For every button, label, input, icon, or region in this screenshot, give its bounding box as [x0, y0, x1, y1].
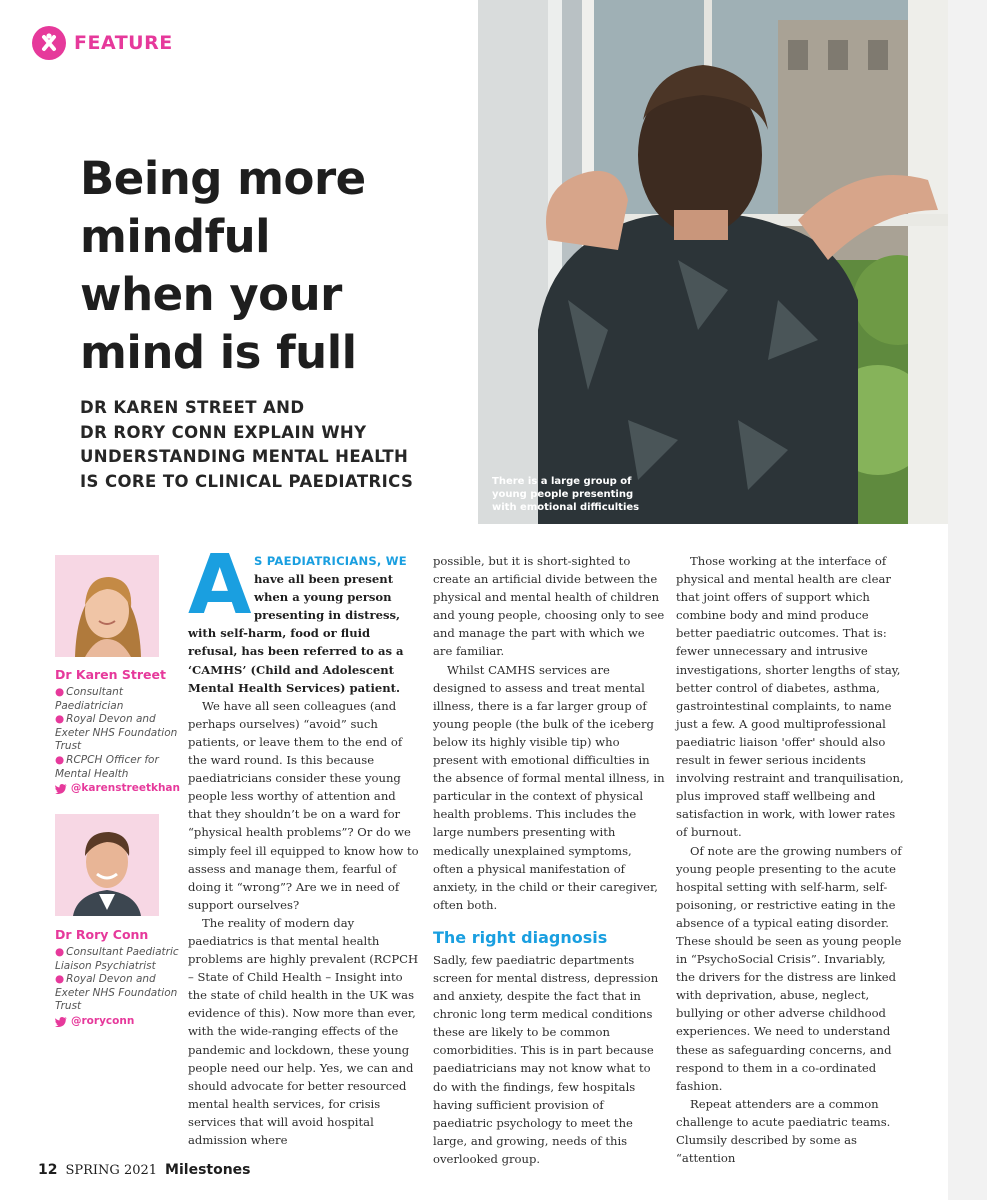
headline-line: when your — [80, 268, 342, 321]
drop-cap: A — [188, 538, 252, 633]
star-badge-icon — [32, 26, 66, 60]
author-portrait — [55, 814, 159, 916]
headline-line: mindful — [80, 210, 271, 263]
author-role: ● Royal Devon and Exeter NHS Foundation Trust — [55, 713, 178, 753]
author-credentials — [55, 686, 180, 796]
author-role: ● Consultant Paediatric Liaison Psychiatrist — [55, 946, 179, 972]
section-label: FEATURE — [74, 32, 173, 54]
section-subheading: The right diagnosis — [433, 927, 608, 947]
page-number: 12 — [38, 1162, 58, 1178]
issue-date: SPRING 2021 — [65, 1163, 158, 1178]
page-edge — [948, 0, 987, 1200]
magazine-title: Milestones — [165, 1162, 251, 1178]
photo-caption — [492, 475, 652, 514]
standfirst-line: UNDERSTANDING MENTAL HEALTH — [80, 447, 409, 466]
headline-line: mind is full — [80, 326, 357, 379]
body-paragraph: Those working at the interface of physical and mental health are clear that joint offers of support which combine body and mind produce better paediatric outcomes. That is: fewer unnecessary and intrusive investigations, shorter lengths of stay, better control of diabetes, asthma, gastrointestinal complaints, to name just a few. A good multiprofessional paediatric liaison 'offer' should also result in fewer serious incidents involving restraint and tranquilisation, plus improved staff wellbeing and satisfaction in work, with lower rates of burnout. — [676, 554, 904, 840]
lead-text: have all been present when a young person presenting in distress, with self-harm, food or fluid refusal, has been referred to as a ‘CAMHS’ (Child and Adolescent Mental Health Services) patient. — [188, 572, 404, 695]
lead-paragraph — [188, 538, 420, 697]
standfirst-line: DR RORY CONN EXPLAIN WHY — [80, 422, 367, 442]
twitter-handle-link[interactable]: @karenstreetkhan — [55, 782, 180, 796]
article-column-2 — [433, 552, 665, 1168]
author-role: ● Royal Devon and Exeter NHS Foundation Trust — [55, 973, 178, 1013]
article-standfirst — [80, 396, 480, 494]
author-portrait — [55, 555, 159, 657]
caption-line: with emotional difficulties — [492, 502, 640, 513]
lead-caps: S PAEDIATRICIANS, WE — [254, 554, 407, 568]
twitter-handle-link[interactable]: @roryconn — [55, 1015, 180, 1029]
author-role: ● RCPCH Officer for Mental Health — [55, 753, 159, 780]
body-paragraph: Whilst CAMHS services are designed to assess and treat mental illness, there is a far larger group of young people (the bulk of the iceberg below its highly visible tip) who present with emotional difficulties in the absence of formal mental illness, in particular in the context of physical health problems. This includes the large numbers presenting with medically unexplained symptoms, often a physical manifestation of anxiety, in the child or their caregiver, often both. — [433, 662, 665, 912]
headline-line: Being more — [80, 152, 366, 205]
author-role: ● Consultant Paediatrician — [55, 686, 124, 712]
body-paragraph: Sadly, few paediatric departments screen for mental distress, depression and anxiety, despite the fact that in chronic long term medical conditions these are likely to be common comorbidities. This is in part because paediatricians may not know what to do with the findings, few hospitals having sufficient provision of paediatric psychology to meet the large, and growing, needs of this overlooked group. — [433, 952, 659, 1166]
twitter-icon — [55, 1017, 67, 1027]
body-paragraph: The reality of modern day paediatrics is that mental health problems are highly prevalent (RCPCH – State of Child Health – Insight into the state of child health in the UK was evidence of this). Now more than ever, with the wide-ranging effects of the pandemic and lockdown, these young people need our help. Yes, we can and should advocate for better resourced mental health services, for crisis services that will avoid hospital admission where — [188, 915, 419, 1147]
body-paragraph: Of note are the growing numbers of young people presenting to the acute hospital setting with self-harm, self-poisoning, or restrictive eating in the absence of a typical eating disorder. These should be seen as young people in “PsychoSocial Crisis”. Invariably, the drivers for the distress are linked with deprivation, abuse, neglect, bullying or other adverse childhood experiences. We need to understand these as safeguarding concerns, and respond to them in a co-ordinated fashion. — [676, 843, 902, 1093]
caption-line: There is a large group of — [492, 476, 632, 487]
author-name: Dr Rory Conn — [55, 927, 149, 942]
hero-photo — [478, 0, 948, 524]
page-footer — [38, 1162, 251, 1178]
standfirst-line: IS CORE TO CLINICAL PAEDIATRICS — [80, 471, 414, 491]
body-paragraph: We have all seen colleagues (and perhaps ourselves) “avoid” such patients, or leave them to the end of the ward round. Is this because paediatricians consider these young people less worthy of attention and that they shouldn’t be on a ward for “physical health problems”? Or do we simply feel ill equipped to know how to assess and manage them, fearful of doing it “wrong”? Are we in need of support ourselves? — [188, 698, 419, 912]
article-column-3 — [676, 552, 908, 1167]
author-credentials — [55, 946, 180, 1029]
caption-line: young people presenting — [492, 489, 634, 500]
twitter-icon — [55, 784, 67, 794]
section-badge — [32, 26, 173, 60]
article-column-1 — [188, 538, 420, 1149]
standfirst-line: DR KAREN STREET AND — [80, 398, 305, 417]
body-paragraph: possible, but it is short-sighted to create an artificial divide between the physical and mental health of children and young people, choosing only to see and manage the part with which we are familiar. — [433, 554, 665, 659]
author-name: Dr Karen Street — [55, 667, 166, 682]
article-headline — [80, 150, 480, 382]
body-paragraph: Repeat attenders are a common challenge to acute paediatric teams. Clumsily described by some as “attention — [676, 1096, 891, 1166]
